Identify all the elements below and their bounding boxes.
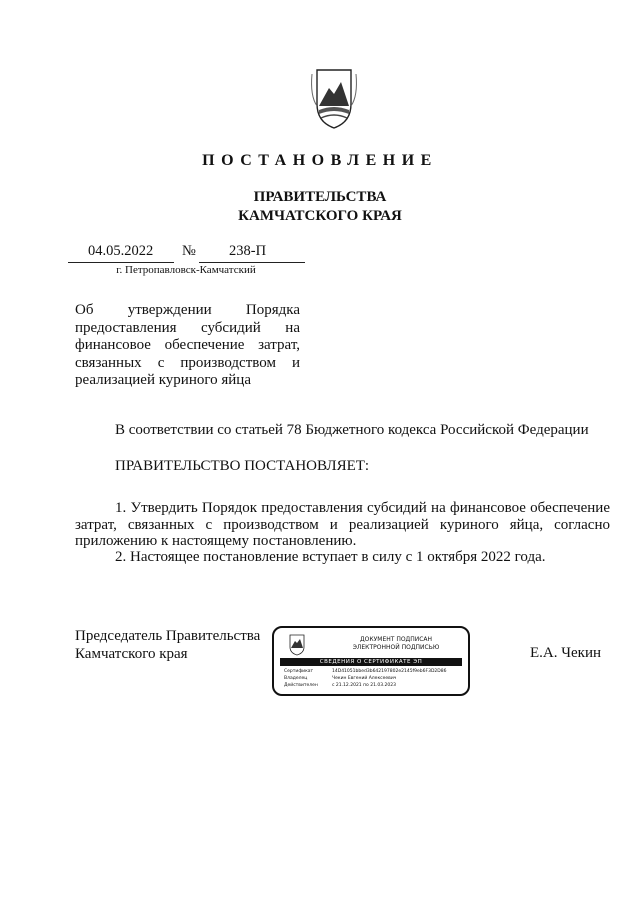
- document-subject: [75, 302, 300, 390]
- signer-position: [75, 628, 260, 663]
- stamp-certificate-details: [284, 668, 446, 689]
- signer-position-line-1: Председатель Правительства: [75, 628, 261, 644]
- signer-name: Е.А. Чекин: [530, 645, 601, 661]
- stamp-certificate-header: СВЕДЕНИЯ О СЕРТИФИКАТЕ ЭП: [280, 658, 462, 666]
- stamp-label: Сертификат: [284, 669, 314, 674]
- stamp-value: с 21.12.2021 по 21.03.2023: [332, 683, 396, 688]
- city-name: г. Петропавловск-Камчатский: [116, 264, 256, 276]
- document-title: ПОСТАНОВЛЕНИЕ: [202, 152, 438, 169]
- stamp-line-2: ЭЛЕКТРОННОЙ ПОДПИСЬЮ: [352, 644, 440, 651]
- number-underline: [199, 262, 305, 263]
- stamp-value: Чекин Евгений Алексеевич: [332, 676, 397, 681]
- electronic-signature-stamp: [272, 626, 470, 696]
- stamp-value: 14D41051bbed3b642197802e2145f9eb6F3D2D86: [332, 669, 447, 674]
- organization-line-1: ПРАВИТЕЛЬСТВА: [253, 189, 387, 205]
- document-number: 238-П: [229, 243, 267, 259]
- decree-statement: ПРАВИТЕЛЬСТВО ПОСТАНОВЛЯЕТ:: [115, 458, 370, 474]
- subject-line: реализацией куриного яйца: [75, 372, 251, 388]
- number-sign: №: [182, 243, 196, 259]
- stamp-row-owner: [284, 675, 446, 682]
- coat-of-arms-icon: [288, 634, 306, 656]
- organization-name: [0, 188, 640, 226]
- decree-item-1: 1. Утвердить Порядок предоставления субсидий на финансовое обеспечение затрат, связанных с производством и реализацией куриного яйца, согласно приложению к настоящему постановлению.: [75, 500, 610, 549]
- stamp-row-certificate: [284, 668, 446, 675]
- subject-line: финансовое обеспечение затрат,: [75, 337, 300, 353]
- document-date: 04.05.2022: [88, 243, 154, 259]
- stamp-label: Владелец: [284, 676, 308, 681]
- organization-line-2: КАМЧАТСКОГО КРАЯ: [238, 208, 402, 224]
- legal-basis: В соответствии со статьей 78 Бюджетного кодекса Российской Федерации: [115, 422, 589, 438]
- signer-position-line-2: Камчатского края: [75, 645, 188, 662]
- stamp-label: Действителен: [284, 683, 318, 688]
- subject-line: связанных с производством и: [75, 354, 300, 371]
- decree-item-2: 2. Настоящее постановление вступает в силу с 1 октября 2022 года.: [115, 549, 546, 565]
- stamp-heading: [346, 636, 446, 652]
- coat-of-arms-icon: [309, 66, 359, 130]
- subject-line: Об утверждении Порядка: [75, 302, 300, 318]
- subject-line: предоставления субсидий на: [75, 319, 300, 336]
- stamp-row-validity: [284, 682, 446, 689]
- stamp-line-1: ДОКУМЕНТ ПОДПИСАН: [359, 636, 433, 643]
- date-underline: [68, 262, 174, 263]
